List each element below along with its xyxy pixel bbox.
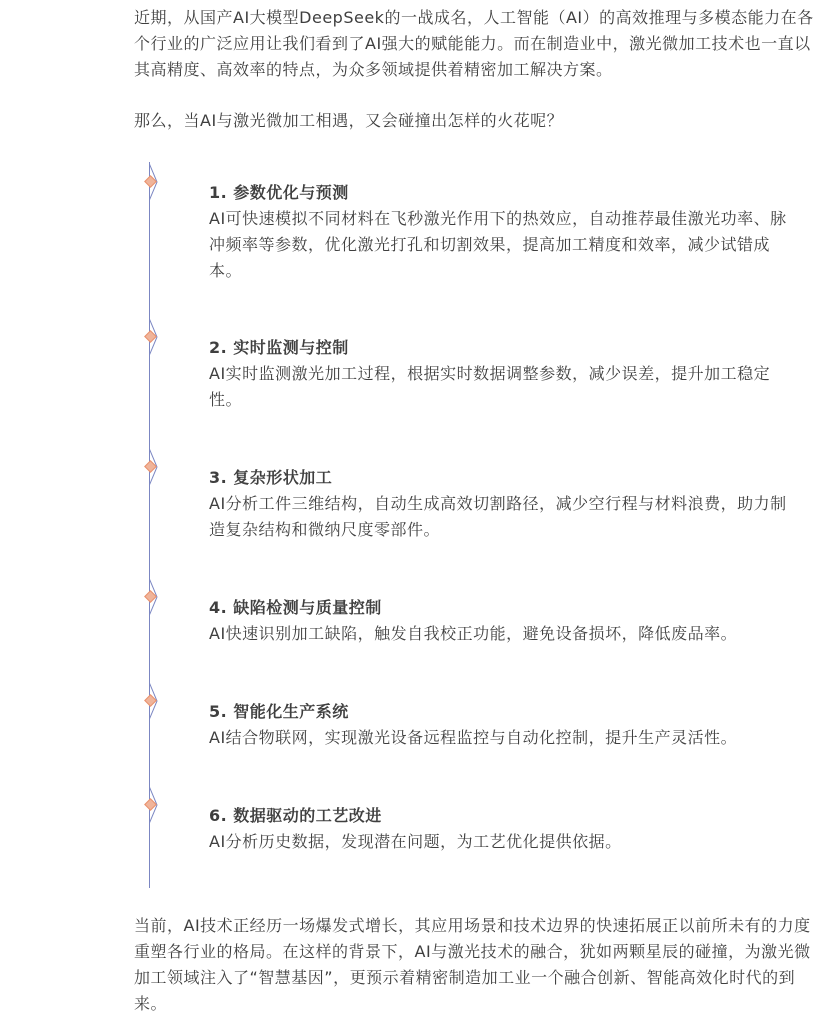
step-title: 6. 数据驱动的工艺改进 xyxy=(209,806,382,825)
step-body: AI分析工件三维结构，自动生成高效切割路径，减少空行程与材料浪费，助力制造复杂结构和微纳尺度零部件。 xyxy=(209,494,787,539)
question-paragraph: 那么，当AI与激光微加工相遇，又会碰撞出怎样的火花呢？ xyxy=(134,111,564,130)
step-body: AI分析历史数据，发现潜在问题，为工艺优化提供依据。 xyxy=(209,832,622,851)
timeline-line xyxy=(149,162,150,888)
step-body: AI可快速模拟不同材料在飞秒激光作用下的热效应，自动推荐最佳激光功率、脉冲频率等参数，优化激光打孔和切割效果，提高加工精度和效率，减少试错成本。 xyxy=(209,209,787,280)
step-title: 1. 参数优化与预测 xyxy=(209,183,349,202)
step-title: 5. 智能化生产系统 xyxy=(209,702,349,721)
intro-paragraph: 近期，从国产AI大模型DeepSeek的一战成名，人工智能（AI）的高效推理与多模态能力在各个行业的广泛应用让我们看到了AI强大的赋能能力。而在制造业中，激光微加工技术也一直以其高精度、高效率的特点，为众多领域提供着精密加工解决方案。 xyxy=(134,8,814,79)
step-title: 4. 缺陷检测与质量控制 xyxy=(209,598,382,617)
step-body: AI实时监测激光加工过程，根据实时数据调整参数，减少误差，提升加工稳定性。 xyxy=(209,364,771,409)
step-body: AI快速识别加工缺陷，触发自我校正功能，避免设备损坏，降低废品率。 xyxy=(209,624,738,643)
step-body: AI结合物联网，实现激光设备远程监控与自动化控制，提升生产灵活性。 xyxy=(209,728,738,747)
step-title: 3. 复杂形状加工 xyxy=(209,468,333,487)
step-title: 2. 实时监测与控制 xyxy=(209,338,349,357)
outro-paragraph: 当前，AI技术正经历一场爆发式增长，其应用场景和技术边界的快速拓展正以前所未有的力度重塑各行业的格局。在这样的背景下，AI与激光技术的融合，犹如两颗星辰的碰撞，为激光微加工领域注入了“智慧基因”，更预示着精密制造加工业一个融合创新、智能高效化时代的到来。 xyxy=(134,916,811,1013)
